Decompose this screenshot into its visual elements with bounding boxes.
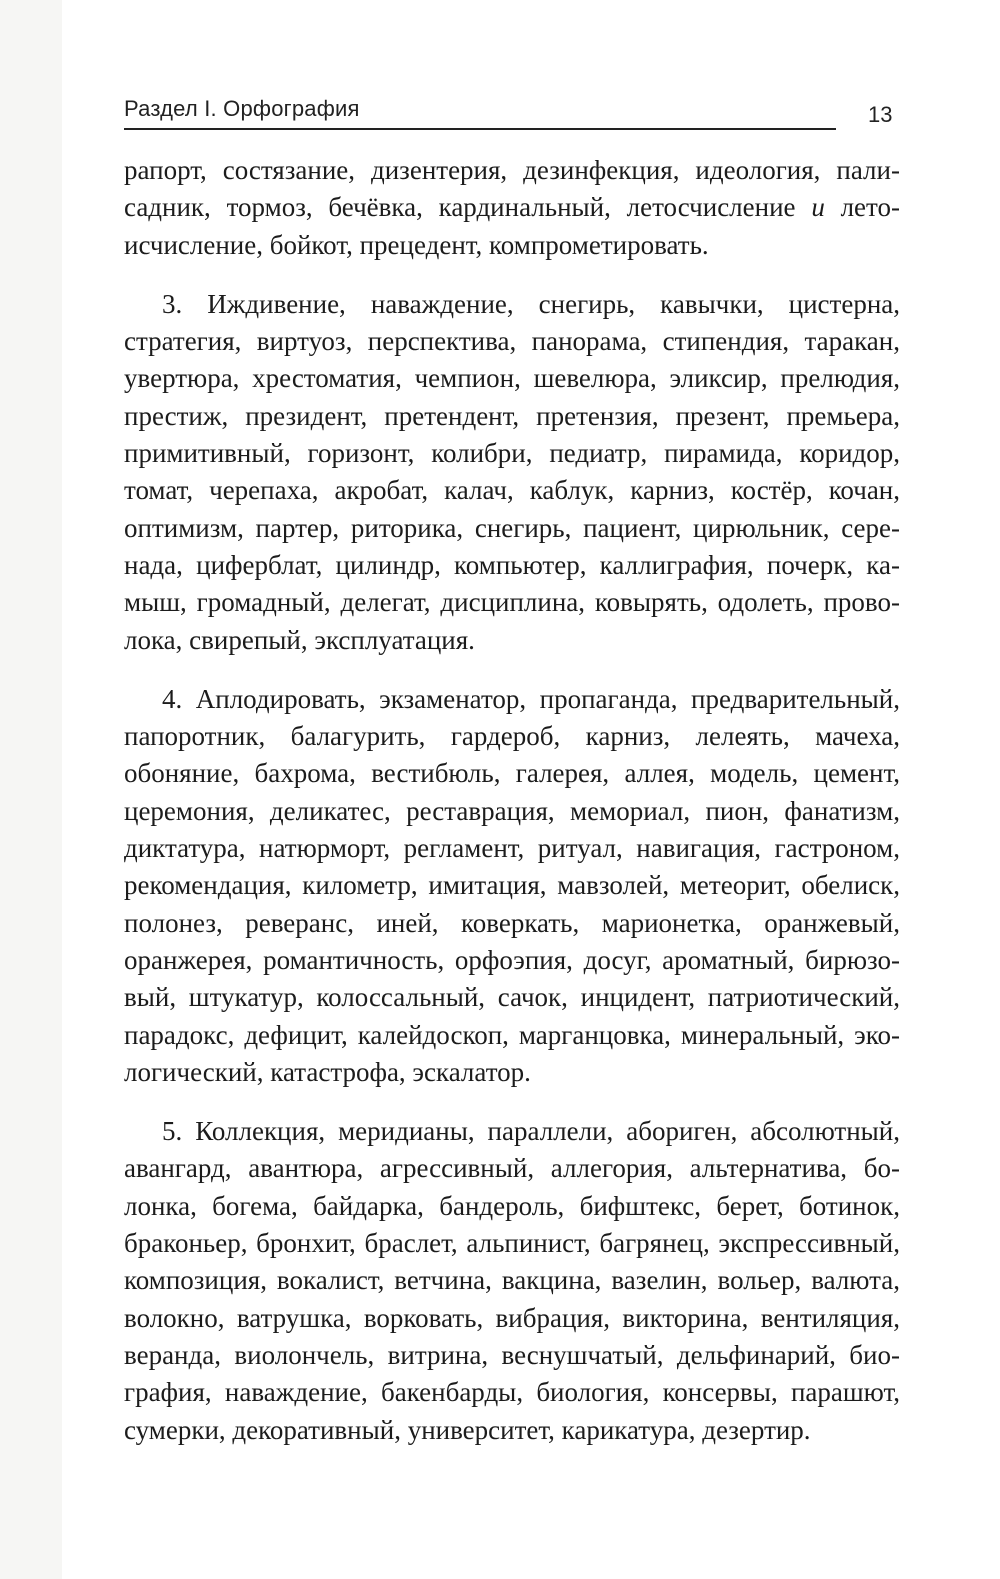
page-margin-shade: [0, 0, 62, 1579]
paragraph-number: 3.: [162, 288, 208, 319]
running-header: [124, 94, 836, 130]
paragraph-5: [124, 1113, 900, 1449]
page-number: 13: [868, 102, 893, 127]
paragraph-text: рапорт, состязание, дизентерия, дезинфекция, идеология, палисадник, тормоз, бечёвка, кардинальный, летосчисление: [124, 155, 900, 223]
paragraph-number: 4.: [162, 683, 196, 714]
italic-conjunction: и: [811, 192, 825, 223]
paragraph-text: Аплодировать, экзаменатор, пропаганда, предварительный, папоротник, балагурить, гардероб, карниз, лелеять, мачеха, обоняние, бахрома, вестибюль, галерея, аллея, модель, цемент, церемония, деликатес, реставрация, мемориал, пион, фанатизм, диктатура, натюрморт, регламент, ритуал, навигация, гастроном, рекомендация, километр, имитация, мавзолей, метеорит, обелиск, полонез, реверанс, иней, коверкать, марионетка, оранжевый, оранжерея, романтичность, орфоэпия, досуг, ароматный, бирюзовый, штукатур, колоссальный, сачок, инцидент, патриотический, парадокс, дефицит, калейдоскоп, марганцовка, минеральный, экологический, катастрофа, эскалатор.: [124, 683, 901, 1087]
paragraph-4: [124, 681, 900, 1091]
section-title: Раздел I. Орфография: [124, 96, 360, 121]
paragraph-text-tail: летоисчисление, бойкот, прецедент, компрометировать.: [124, 192, 900, 260]
paragraph-text: Иждивение, наваждение, снегирь, кавычки, цистерна, стратегия, виртуоз, перспектива, панорама, стипендия, таракан, увертюра, хрестоматия, чемпион, шевелюра, эликсир, прелюдия, престиж, президент, претендент, претензия, презент, премьера, примитивный, горизонт, колибри, педиатр, пирамида, коридор, томат, черепаха, акробат, калач, каблук, карниз, костёр, кочан, оптимизм, партер, риторика, снегирь, пациент, цирюльник, серенада, циферблат, цилиндр, компьютер, каллиграфия, почерк, камыш, громадный, делегат, дисциплина, ковырять, одолеть, проволока, свирепый, эксплуатация.: [124, 288, 900, 655]
paragraph-continued: [124, 152, 900, 264]
page-body: [124, 152, 900, 1449]
paragraph-number: 5.: [162, 1116, 196, 1147]
paragraph-3: [124, 286, 900, 659]
paragraph-text: Коллекция, меридианы, параллели, абориген, абсолютный, авангард, авантюра, агрессивный, аллегория, альтернатива, болонка, богема, байдарка, бандероль, бифштекс, берет, ботинок, браконьер, бронхит, браслет, альпинист, багрянец, экспрессивный, композиция, вокалист, ветчина, вакцина, вазелин, вольер, валюта, волокно, ватрушка, ворковать, вибрация, викторина, вентиляция, веранда, виолончель, витрина, веснушчатый, дельфинарий, биография, наваждение, бакенбарды, биология, консервы, парашют, сумерки, декоративный, университет, карикатура, дезертир.: [124, 1116, 901, 1445]
